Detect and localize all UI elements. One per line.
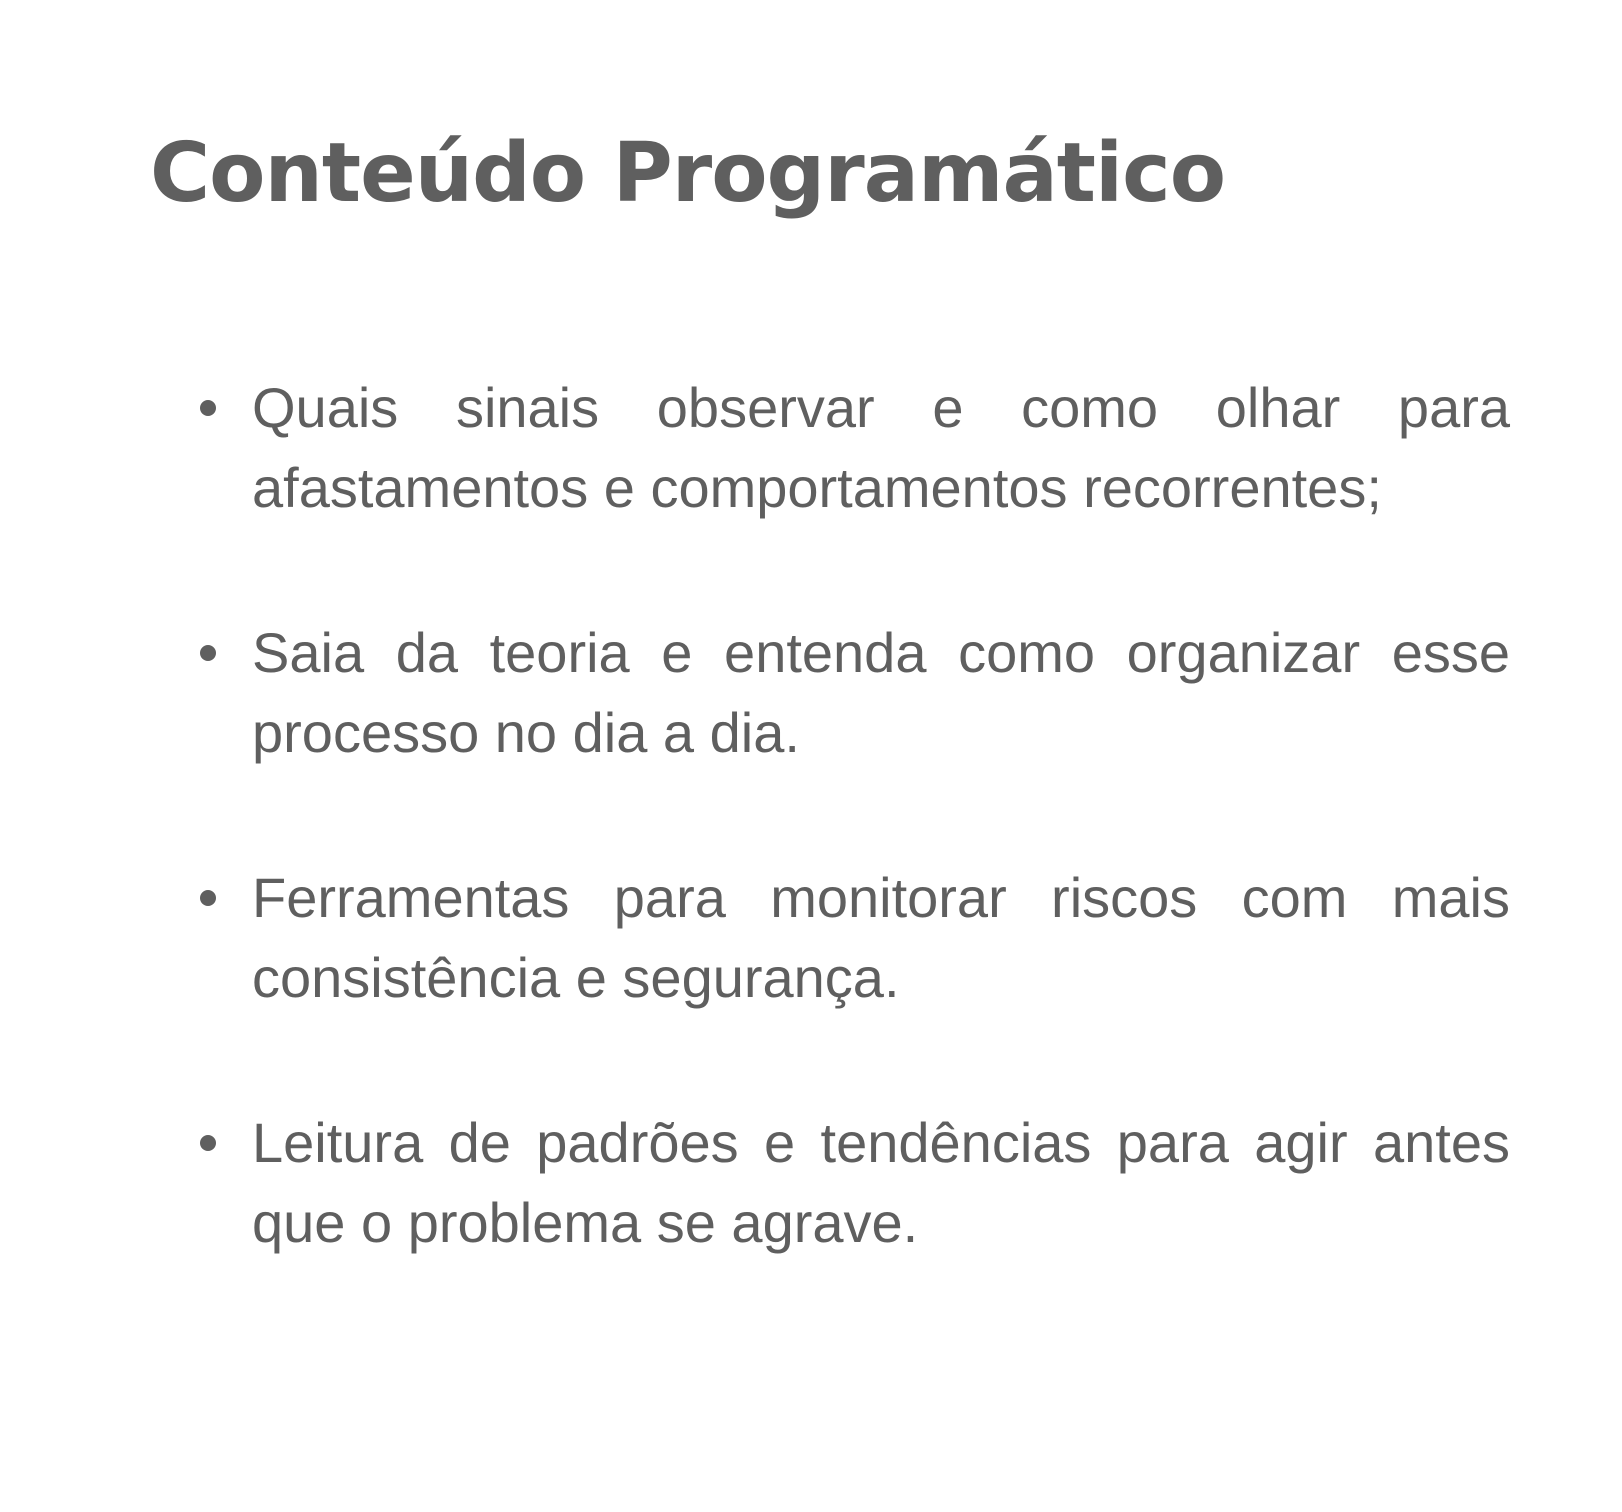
bullet-icon (200, 645, 216, 661)
page-title: Conteúdo Programático (150, 126, 1226, 221)
bullet-icon (200, 890, 216, 906)
topic-list (252, 368, 1510, 1263)
list-item-text: Saia da teoria e entenda como organizar esse processo no dia a dia. (252, 621, 1510, 764)
list-item-text: Ferramentas para monitorar riscos com mais consistência e segurança. (252, 866, 1510, 1009)
list-item (252, 858, 1510, 1018)
bullet-icon (200, 1135, 216, 1151)
list-item (252, 1103, 1510, 1263)
list-item-text: Quais sinais observar e como olhar para afastamentos e comportamentos recorrentes; (252, 376, 1510, 519)
list-item (252, 368, 1510, 528)
list-item-text: Leitura de padrões e tendências para agir antes que o problema se agrave. (252, 1111, 1510, 1254)
list-item (252, 613, 1510, 773)
bullet-icon (200, 400, 216, 416)
